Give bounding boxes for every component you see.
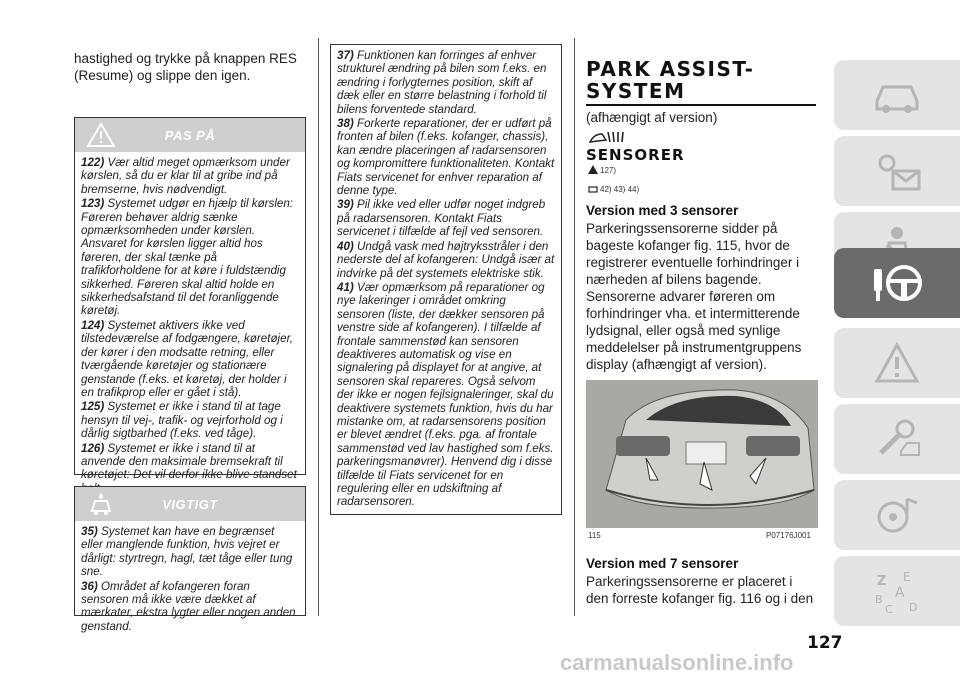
note-item [337,198,555,238]
tab-multimedia[interactable] [834,480,960,550]
note-item [337,240,555,280]
warning-notes [75,152,305,500]
note-number: 40) [337,239,354,253]
important-box-vigtigt [74,486,306,633]
svg-text:E: E [903,570,911,584]
alphabet-index-icon [871,567,923,615]
wrench-car-icon [871,415,923,463]
svg-text:B: B [875,593,883,606]
tab-emergency[interactable] [834,328,960,398]
note-number: 38) [337,117,354,131]
note-text: Funktionen kan forringes af enhver strukturel ændring på bilen som f.eks. en ændring i forlygternes position, skift af dæk eller en større belastning i forhold til bilens forventede standard. [337,49,547,116]
tab-index[interactable] [834,556,960,626]
warning-reference: 127) [600,166,617,175]
note-number: 41) [337,280,354,294]
note-number: 126) [81,441,105,455]
tab-car-overview[interactable] [834,60,960,130]
svg-text:Z: Z [877,574,887,589]
important-box-continued [330,44,562,515]
light-envelope-icon [871,147,923,195]
note-number: 125) [81,400,105,414]
note-number: 122) [81,156,105,169]
note-item [81,319,299,399]
section-title-line1: PARK ASSIST- [586,57,755,81]
figure-number: 115 [588,531,601,540]
warning-triangle-icon [87,122,115,148]
sensorer-heading: SENSORER [586,146,685,164]
road-warning-icon [871,339,923,387]
car-fluid-icon [87,491,115,517]
watermark: carmanualsonline.info [560,650,794,675]
note-text: Systemet kan have en begrænset eller manglende funktion, hvis vejret er dårligt: styrtregn, hagl, tæt tåge eller tung sne. [81,525,293,579]
park-assist-icon [588,128,628,146]
note-number: 123) [81,197,105,211]
important-references: 42) 43) 44) [600,185,640,194]
column-divider [318,38,319,616]
note-item [81,580,299,634]
note-text: Forkerte reparationer, der er udført på fronten af bilen (f.eks. kofanger, chassis), kan ændre placeringen af radarsensoren og kompromittere funktionaliteten. Kontakt Fiats servicenet for enhver reparation af denne type. [337,117,555,198]
version-note: (afhængigt af version) [586,110,718,125]
note-item [81,525,299,579]
warning-box-pas-paa [74,117,306,482]
version-7-sensors-heading: Version med 7 sensorer [586,556,739,571]
note-number: 39) [337,198,354,212]
car-icon [871,71,923,119]
note-text: Systemet aktivers ikke ved tilstedeværelse af fodgængere, køretøjer, der kører i den modsatte retning, eller tværgående køretøjer og stationære genstande (f.eks. et køretøj, der holder i en trafikprop eller er gået i stå). [81,318,294,399]
important-box-title: VIGTIGT [162,496,218,512]
important-notes [75,521,305,638]
note-text: Vær opmærksom på reparationer og nye lakeringer i området omkring sensoren (liste, der dækker sensoren på venstre side af kofangeren). I tilfælde af frontale sammenstød kan sensoren deaktiveres automatisk og vise en signalering på displayet for at angive, at sensoren skal repareres. Også selvom der ikke er nogen fejlsignaleringer, skal du deaktivere systemets funktion, hvis du har mistanke om, at radarsensorens position er blevet ændret (f.eks. pga. af frontale sammenstød ved lav hastighed som f.eks. parkeringsmanøvrer). Henvend dig i disse tilfælde til Fiats servicenet for en regulering eller en udskiftning af radarsensoren. [337,280,554,509]
paragraph-3-sensors: Parkeringssensorerne sidder på bageste kofanger fig. 115, hvor de registrerer eventuelle forhindringer i nærheden af bilens bagende. [586,221,800,287]
steering-key-icon [871,259,923,307]
paragraph-warning: Sensorerne advarer føreren om forhindringer vha. et intermitterende lydsignal, eller også med synlige meddelelser på instrumentgruppens display (afhængigt af version). [586,289,802,372]
tab-driving[interactable] [834,248,960,318]
svg-text:C: C [885,603,893,615]
note-number: 37) [337,49,354,62]
note-number: 35) [81,525,98,538]
paragraph-7-sensors: Parkeringssensorerne er placeret i den forreste kofanger fig. 116 og i den [586,574,814,606]
car-rear-figure [586,380,818,528]
note-text: Systemet er ikke i stand til at anvende den maksimale bremsekraft til køretøjet: Det vil derfor ikke blive standset [81,441,297,482]
column-divider [574,38,575,616]
note-number: 124) [81,318,105,332]
car-rear-illustration [586,380,818,528]
note-text: Systemet er ikke i stand til at tage hensyn til vej-, trafik- og vejrforhold og i dårlig sigtbarhed (f.eks. ved tåge). [81,400,283,441]
figure-code: P07176J001 [766,531,811,540]
note-item [81,156,299,196]
note-text: Vær altid meget opmærksom under kørslen, så du er klar til at gribe ind på bremserne, hvis nødvendigt. [81,156,290,196]
note-item [337,49,555,116]
note-text: Området af kofangeren foran sensoren må ikke være dækket af mærkater, ekstra lygter eller nogen anden genstand. [81,579,296,633]
important-box-header [75,487,305,521]
note-text: Systemet udgør en hjælp til kørslen: Føreren behøver aldrig sænke opmærksomheden under kørslen. Ansvaret for kørslen ligger altid hos føreren, der skal tænke på trafikforholdene for at køre i fuldstændig sikkerhed. Føreren skal altid holde en sikkerhedsafstand til det foranliggende køretøj. [81,197,294,318]
warning-ref-icon [588,165,598,174]
note-text: Pil ikke ved eller udfør noget indgreb på radarsensoren. Kontakt Fiats servicenet i tilfælde af fejl ved sensoren. [337,198,546,239]
tab-warning-lights[interactable] [834,136,960,206]
title-rule [586,104,816,106]
section-title [586,58,754,102]
tab-maintenance[interactable] [834,404,960,474]
page-number: 127 [807,633,843,653]
important-ref-icon [588,184,598,193]
note-item [337,117,555,197]
note-number: 36) [81,579,98,593]
note-item [337,281,555,509]
svg-text:A: A [895,585,905,601]
intro-text: hastighed og trykke på knappen RES (Resume) og slippe den igen. [74,51,297,83]
version-3-sensors-heading: Version med 3 sensorer [586,203,739,218]
svg-text:D: D [909,601,918,614]
note-item [81,197,299,318]
important-notes-continued [331,45,561,514]
warning-box-header [75,118,305,152]
note-text: Undgå vask med højtryksstråler i den nederste del af kofangeren: Undgå især at indvirke på det systemets elektriske stik. [337,239,555,280]
warning-box-title: PAS PÅ [164,127,216,143]
multimedia-icon [871,491,923,539]
section-title-line2: SYSTEM [586,79,686,103]
note-item [81,400,299,440]
